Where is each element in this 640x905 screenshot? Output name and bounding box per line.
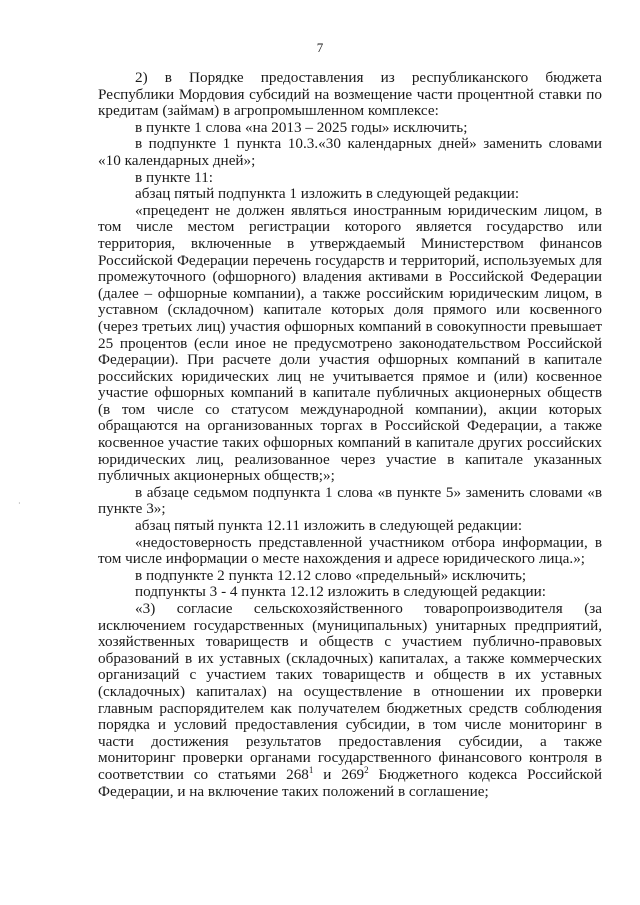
superscript-1: 1: [308, 764, 314, 775]
paragraph-4: в пункте 11:: [135, 168, 214, 186]
paragraph-8: абзац пятый пункта 12.11 изложить в следующей редакции:: [135, 517, 523, 535]
document-body: [98, 70, 602, 800]
paragraph-1: 2) в Порядке предоставления из республиканского бюджета Республики Мордовия субсидий на возмещение части процентной ставки по кредитам (займам) в агропромышленном комплексе:: [98, 69, 602, 120]
paragraph-9: «недостоверность представленной участником отбора информации, в том числе информации о месте нахождения и адресе юридического лица.»;: [98, 533, 602, 568]
margin-mark: ·: [18, 499, 21, 508]
paragraph-7: в абзаце седьмом подпункта 1 слова «в пункте 5» заменить словами «в пункте 3»;: [98, 483, 602, 518]
paragraph-3: в подпункте 1 пункта 10.3.«30 календарных дней» заменить словами «10 календарных дней»;: [98, 135, 602, 169]
page-number: 7: [316, 40, 324, 55]
paragraph-11: подпункты 3 - 4 пункта 12.12 изложить в следующей редакции:: [135, 583, 547, 601]
paragraph-2: в пункте 1 слова «на 2013 – 2025 годы» исключить;: [135, 118, 468, 136]
paragraph-12-mid: и 269: [313, 765, 365, 783]
paragraph-12-main: «3) согласие сельскохозяйственного товаропроизводителя (за исключением государственных (муниципальных) унитарных предприятий, хозяйственных товариществ и обществ с участием публично-правовых образований в их уставных (складочных) капиталах, а также коммерческих организаций с участием таких товариществ и обществ в их уставных (складочных) капиталах) на осуществление в отношении их проверки главным распорядителем как получателем бюджетных средств соблюдения порядка и условий предоставления субсидии, в том числе мониторинг в части достижения результатов предоставления субсидии, а также мониторинг проверки органами государственного финансового контроля в соответствии со статьями 268: [98, 600, 602, 783]
paragraph-10: в подпункте 2 пункта 12.12 слово «предельный» исключить;: [135, 566, 527, 584]
paragraph-6: «прецедент не должен являться иностранным юридическим лицом, в том числе местом регистрации которого является государство или территория, включенные в утверждаемый Министерством финансов Российской Федерации перечень государств и территорий, используемых для промежуточного (офшорного) владения активами в Российской Федерации (далее – офшорные компании), а также российским юридическим лицом, в уставном (складочном) капитале которых доля прямого или косвенного (через третьих лиц) участия офшорных компаний в совокупности превышает 25 процентов (если иное не предусмотрено законодательством Российской Федерации). При расчете доли участия офшорных компаний в капитале российских юридических лиц не учитывается прямое и (или) косвенное участие офшорных компаний в капитале публичных акционерных обществ (в том числе со статусом международной компании), акции которых обращаются на организованных торгах в Российской Федерации, а также косвенное участие таких офшорных компаний в капитале других российских юридических лиц, реализованное через участие в капитале указанных публичных акционерных обществ;»;: [98, 201, 602, 485]
paragraph-12: [98, 601, 602, 800]
superscript-2: 2: [364, 764, 369, 775]
paragraph-12-end: Бюджетного кодекса Российской Федерации, и на включение таких положений в соглашение;: [98, 765, 602, 800]
paragraph-5: абзац пятый подпункта 1 изложить в следующей редакции:: [135, 185, 520, 203]
